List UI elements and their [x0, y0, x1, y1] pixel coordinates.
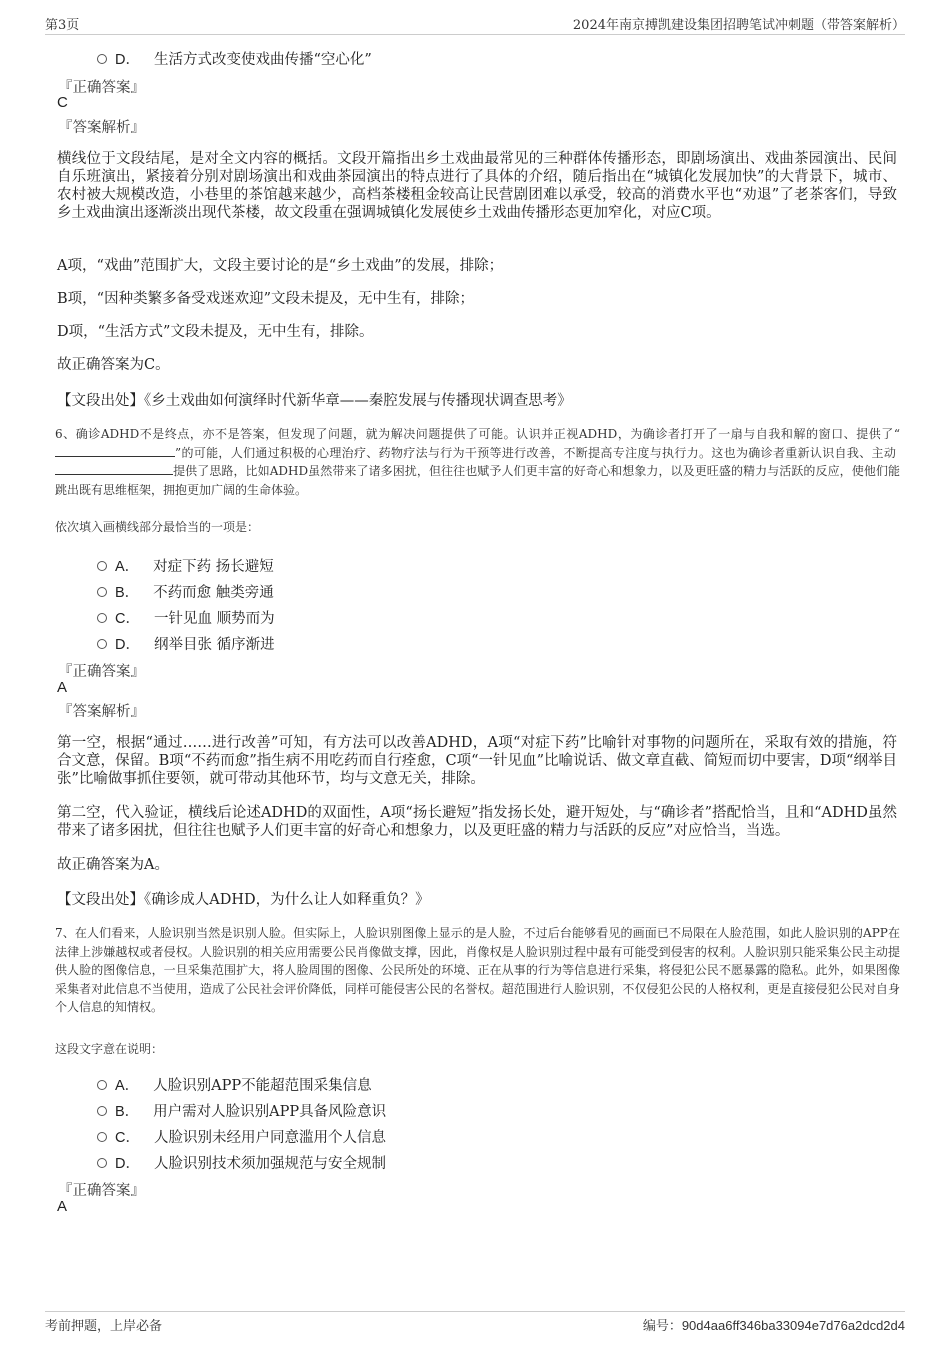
q6-analysis-paragraph: 第一空，根据“通过……进行改善”可知，有方法可以改善ADHD，A项“对症下药”比喻针对事物的问题所在，采取有效的措施，符合文意，保留。B项“不药而愈”指生病不用吃药而自行痊愈，C项“一针见血”比喻说话、做文章直截、简短而切中要害，D项“纲举目张”比喻做事抓住要领，就可带动其他环节，均与文意无关，排除。: [57, 735, 897, 787]
q7-prompt: 这段文字意在说明：: [55, 1042, 164, 1056]
q5-source: 【文段出处】《乡土戏曲如何演绎时代新华章——秦腔发展与传播现状调查思考》: [57, 393, 572, 409]
radio-icon[interactable]: [97, 639, 107, 649]
q7-answer-label: 『正确答案』: [58, 1183, 145, 1199]
page-footer: [45, 1311, 905, 1334]
q6-answer: A: [57, 679, 68, 696]
radio-icon[interactable]: [97, 613, 107, 623]
q6-option-b[interactable]: B． 不药而愈 触类旁通: [97, 581, 274, 602]
q5-analysis-paragraph: A项，“戏曲”范围扩大，文段主要讨论的是“乡土戏曲”的发展，排除；: [57, 258, 504, 274]
radio-icon[interactable]: [97, 54, 107, 64]
radio-icon[interactable]: [97, 561, 107, 571]
q7-option-c[interactable]: C． 人脸识别未经用户同意滥用个人信息: [97, 1126, 386, 1147]
q7-answer: A: [57, 1198, 68, 1215]
q6-analysis-paragraph: 故正确答案为A。: [57, 857, 169, 873]
q6-analysis-label: 『答案解析』: [58, 704, 145, 720]
q7-stem: 7、在人们看来，人脸识别当然是识别人脸。但实际上，人脸识别图像上显示的是人脸，不过后台能够看见的画面已不局限在人脸范围，如此人脸识别的APP在法律上涉嫌越权或者侵权。人脸识别的相关应用需要公民肖像做支撑，因此，肖像权是人脸识别过程中最有可能受到侵害的权利。人脸识别只能采集公民主动提供人脸的图像信息，一旦采集范围扩大，将人脸周围的图像、公民所处的环境、正在从事的行为等信息进行采集，将侵犯公民不愿暴露的隐私。此外，如果图像采集者对此信息不当使用，造成了公民社会评价降低，同样可能侵害公民的名誉权。超范围进行人脸识别，不仅侵犯公民的人格权利，更是直接侵犯公民对自身个人信息的知情权。: [55, 926, 900, 1014]
radio-icon[interactable]: [97, 1106, 107, 1116]
radio-icon[interactable]: [97, 1132, 107, 1142]
q6-option-a[interactable]: A． 对症下药 扬长避短: [97, 555, 274, 576]
radio-icon[interactable]: [97, 1080, 107, 1090]
radio-icon[interactable]: [97, 1158, 107, 1168]
q6-option-d[interactable]: D． 纲举目张 循序渐进: [97, 633, 275, 654]
fill-blank: [55, 474, 173, 475]
q7-option-a[interactable]: A． 人脸识别APP不能超范围采集信息: [97, 1074, 372, 1095]
q6-source: 【文段出处】《确诊成人ADHD，为什么让人如释重负？》: [57, 892, 430, 908]
q5-analysis-paragraph: D项，“生活方式”文段未提及，无中生有，排除。: [57, 324, 374, 340]
q6-prompt: 依次填入画横线部分最恰当的一项是：: [55, 520, 260, 534]
q7-option-d[interactable]: D． 人脸识别技术须加强规范与安全规制: [97, 1152, 386, 1173]
page-number: 第3页: [45, 18, 80, 33]
q7-option-b[interactable]: B． 用户需对人脸识别APP具备风险意识: [97, 1100, 386, 1121]
q5-answer: C: [57, 94, 68, 111]
q6-answer-label: 『正确答案』: [58, 664, 145, 680]
radio-icon[interactable]: [97, 587, 107, 597]
q5-analysis-paragraph: 横线位于文段结尾，是对全文内容的概括。文段开篇指出乡土戏曲最常见的三种群体传播形态，即剧场演出、戏曲茶园演出、民间自乐班演出，紧接着分别对剧场演出和戏曲茶园演出的特点进行了具体的介绍，随后指出在“城镇化发展加快”的大背景下，城市、农村被大规模改造，小巷里的茶馆越来越少，高档茶楼租金较高让民营剧团难以承受，较高的消费水平也“劝退”了老茶客们，导致乡土戏曲演出逐渐淡出现代茶楼，故文段重在强调城镇化发展使乡土戏曲传播形态更加窄化，对应C项。: [57, 151, 897, 221]
q5-answer-label: 『正确答案』: [58, 80, 145, 96]
document-code: 编号：90d4aa6ff346ba33094e7d76a2dcd2d4: [642, 1318, 905, 1334]
q5-analysis-paragraph: 故正确答案为C。: [57, 357, 170, 373]
q5-option-d[interactable]: D． 生活方式改变使戏曲传播“空心化”: [97, 48, 372, 69]
q5-analysis-paragraph: B项，“因种类繁多备受戏迷欢迎”文段未提及，无中生有，排除；: [57, 291, 474, 307]
footer-slogan: 考前押题，上岸必备: [45, 1319, 163, 1334]
q5-analysis-label: 『答案解析』: [58, 120, 145, 136]
document-title: 2024年南京搏凯建设集团招聘笔试冲刺题（带答案解析）: [572, 18, 905, 33]
fill-blank: [55, 456, 175, 457]
q6-stem: 6、确诊ADHD不是终点，亦不是答案，但发现了问题，就为解决问题提供了可能。认识并正视ADHD，为确诊者打开了一扇与自我和解的窗口、提供了“”的可能，人们通过积极的心理治疗、药物疗法与行为干预等进行改善，不断提高专注度与执行力。这也为确诊者重新认识自我、主动 提供了思路，比如ADHD虽然带来了诸多困扰，但往往也赋予人们更丰富的好奇心和想象力，以及更旺盛的精力与活跃的反应，使他们能跳出既有思维框架，拥抱更加广阔的生命体验。: [55, 427, 900, 497]
q6-option-c[interactable]: C． 一针见血 顺势而为: [97, 607, 275, 628]
q6-analysis-paragraph: 第二空，代入验证，横线后论述ADHD的双面性，A项“扬长避短”指发扬长处，避开短处，与“确诊者”搭配恰当，且和“ADHD虽然带来了诸多困扰，但往往也赋予人们更丰富的好奇心和想象力，以及更旺盛的精力与活跃的反应”对应恰当，当选。: [57, 805, 897, 839]
page-header: [45, 14, 905, 35]
